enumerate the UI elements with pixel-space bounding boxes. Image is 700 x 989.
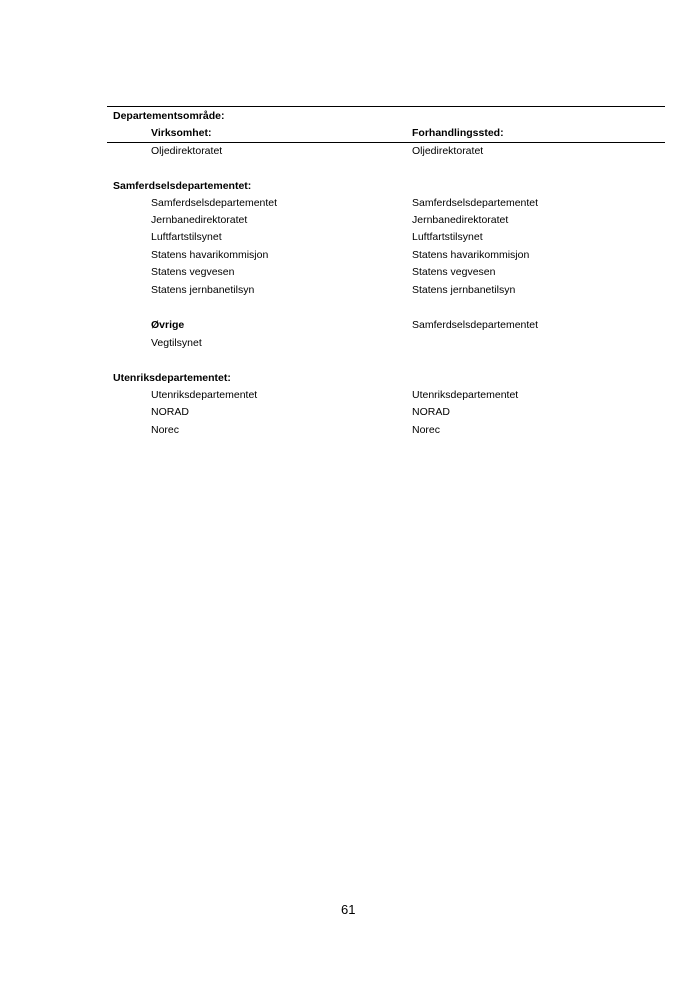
table-row-forhandlingssted: Utenriksdepartementet (412, 389, 519, 401)
table-row-forhandlingssted: Statens jernbanetilsyn (412, 284, 516, 296)
table-row-forhandlingssted: Jernbanedirektoratet (412, 214, 509, 226)
subsection-heading-ovrige: Øvrige (151, 319, 185, 331)
table-row-forhandlingssted: Samferdselsdepartementet (412, 319, 539, 331)
table-row-virksomhet: Utenriksdepartementet (151, 389, 258, 401)
section-heading-samferdsel: Samferdselsdepartementet: (113, 180, 252, 192)
table-row-virksomhet: Samferdselsdepartementet (151, 197, 278, 209)
table-row-virksomhet: Vegtilsynet (151, 337, 202, 349)
top-rule (107, 106, 665, 107)
table-row-forhandlingssted: NORAD (412, 406, 450, 418)
area-heading: Departementsområde: (113, 110, 225, 122)
section-heading-utenriks: Utenriksdepartementet: (113, 372, 231, 384)
table-row-forhandlingssted: Statens vegvesen (412, 266, 496, 278)
table-row-virksomhet: Norec (151, 424, 180, 436)
table-row-virksomhet: Jernbanedirektoratet (151, 214, 248, 226)
table-row-virksomhet: Luftfartstilsynet (151, 231, 222, 243)
table-row-virksomhet: Statens havarikommisjon (151, 249, 269, 261)
table-row-virksomhet: Oljedirektoratet (151, 145, 223, 157)
column-header-forhandlingssted: Forhandlingssted: (412, 127, 504, 139)
table-row-forhandlingssted: Samferdselsdepartementet (412, 197, 539, 209)
table-row-virksomhet: NORAD (151, 406, 189, 418)
table-row-forhandlingssted: Statens havarikommisjon (412, 249, 530, 261)
table-row-forhandlingssted: Norec (412, 424, 441, 436)
table-row-virksomhet: Statens vegvesen (151, 266, 235, 278)
table-row-forhandlingssted: Oljedirektoratet (412, 145, 484, 157)
column-header-virksomhet: Virksomhet: (151, 127, 212, 139)
table-row-virksomhet: Statens jernbanetilsyn (151, 284, 255, 296)
table-row-forhandlingssted: Luftfartstilsynet (412, 231, 483, 243)
header-rule (107, 142, 665, 143)
page-number: 61 (341, 902, 356, 917)
